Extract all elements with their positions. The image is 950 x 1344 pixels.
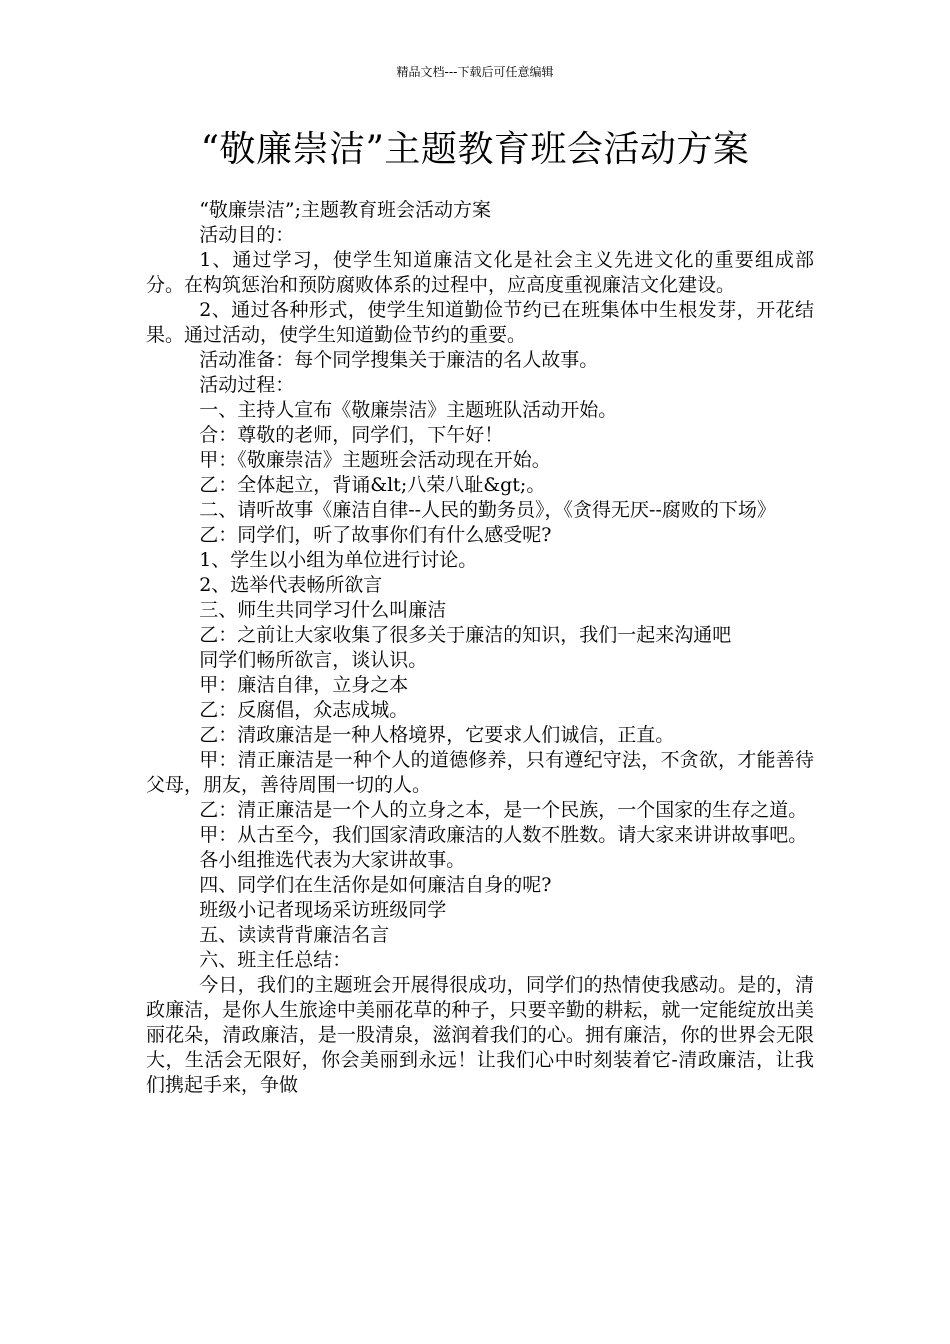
paragraph-purpose-heading: 活动目的： [199,224,295,246]
paragraph-line: 乙：同学们，听了故事你们有什么感受呢? [199,524,552,546]
paragraph-line: 乙：之前让大家收集了很多关于廉洁的知识，我们一起来沟通吧 [199,624,732,646]
document-body [146,198,814,1098]
paragraph-line: 2、选举代表畅所欲言 [199,574,383,596]
paragraph-subtitle: “敬廉崇洁”;主题教育班会活动方案 [199,199,492,221]
paragraph-line: 甲：廉洁自律，立身之本 [199,674,409,696]
paragraph-step-2: 二、请听故事《廉洁自律--人民的勤务员》，《贪得无厌--腐败的下场》 [199,499,776,521]
document-title: “敬廉崇洁”主题教育班会活动方案 [200,129,750,170]
paragraph-line: 甲：清正廉洁是一种个人的道德修养，只有遵纪守法，不贪欲，才能善待父母，朋友，善待周围一切的人。 [146,749,814,796]
paragraph-process-heading: 活动过程： [199,374,295,396]
paragraph-step-1: 一、主持人宣布《敬廉崇洁》主题班队活动开始。 [199,399,618,421]
paragraph-line: 甲：从古至今，我们国家清政廉洁的人数不胜数。请大家来讲讲故事吧。 [199,824,808,846]
paragraph-summary: 今日，我们的主题班会开展得很成功，同学们的热情使我感动。是的，清政廉洁，是你人生旅途中美丽花草的种子，只要辛勤的耕耘，就一定能绽放出美丽花朵，清政廉洁，是一股清泉，滋润着我们的心。拥有廉洁，你的世界会无限大，生活会无限好，你会美丽到永远！让我们心中时刻装着它-清政廉洁，让我们携起手来，争做 [146,974,814,1096]
paragraph-step-4: 四、同学们在生活你是如何廉洁自身的呢? [199,874,552,896]
paragraph-line: 班级小记者现场采访班级同学 [199,899,447,921]
paragraph-step-3: 三、师生共同学习什么叫廉洁 [199,599,447,621]
paragraph-step-5: 五、读读背背廉洁名言 [199,924,390,946]
paragraph-line: 合：尊敬的老师，同学们，下午好！ [199,424,504,446]
paragraph-purpose-1: 1、通过学习，使学生知道廉洁文化是社会主义先进文化的重要组成部分。在构筑惩治和预防腐败体系的过程中，应高度重视廉洁文化建设。 [146,249,814,296]
paragraph-preparation: 活动准备：每个同学搜集关于廉洁的名人故事。 [199,349,599,371]
paragraph-purpose-2: 2、通过各种形式，使学生知道勤俭节约已在班集体中生根发芽，开花结果。通过活动，使学生知道勤俭节约的重要。 [146,299,814,346]
paragraph-line: 乙：清政廉洁是一种人格境界，它要求人们诚信，正直。 [199,724,675,746]
header-note: 精品文档---下载后可任意编辑 [396,65,554,79]
paragraph-line: 乙：反腐倡，众志成城。 [199,699,409,721]
paragraph-line: 乙：全体起立，背诵&lt;八荣八耻&gt;。 [199,474,546,496]
paragraph-line: 各小组推选代表为大家讲故事。 [199,849,466,871]
paragraph-line: 同学们畅所欲言，谈认识。 [199,649,428,671]
paragraph-step-6: 六、班主任总结： [199,949,352,971]
paragraph-line: 1、学生以小组为单位进行讨论。 [199,549,478,571]
paragraph-line: 乙：清正廉洁是一个人的立身之本，是一个民族，一个国家的生存之道。 [199,799,808,821]
paragraph-line: 甲：《敬廉崇洁》主题班会活动现在开始。 [199,449,551,471]
